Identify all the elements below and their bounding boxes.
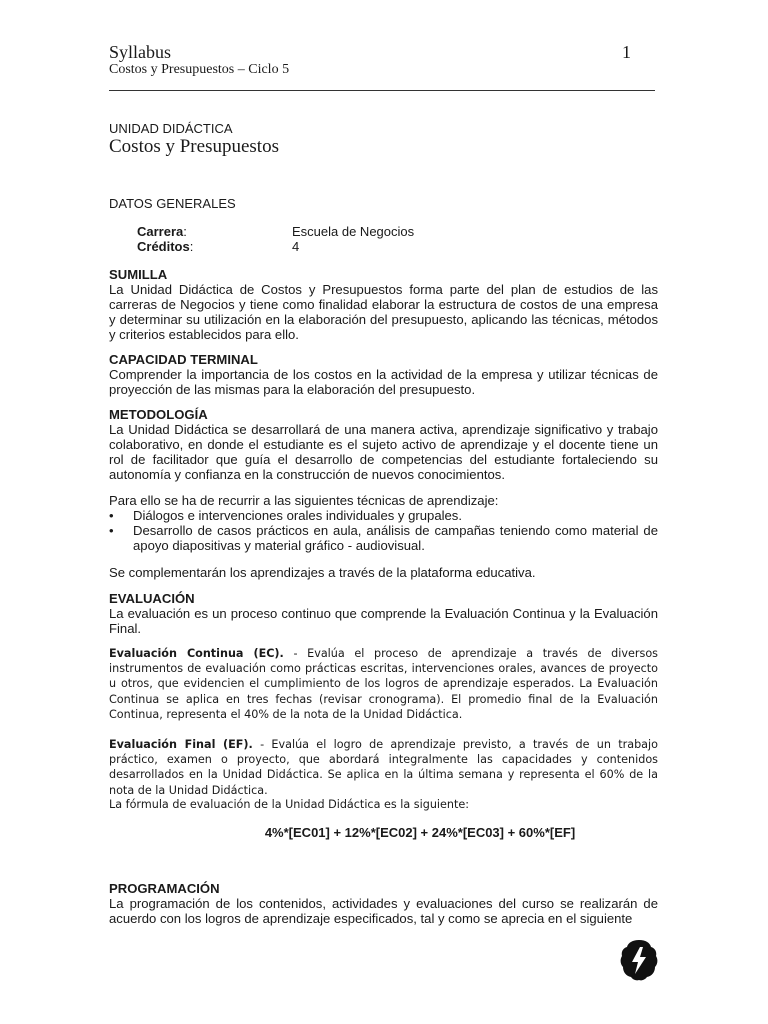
tecnicas-list	[109, 508, 658, 553]
evaluacion-final-label: Evaluación Final (EF).	[109, 738, 253, 751]
carrera-label: Carrera	[137, 224, 184, 239]
capacidad-heading: CAPACIDAD TERMINAL	[109, 352, 258, 367]
sumilla-section	[109, 267, 658, 342]
creditos-label: Créditos	[137, 239, 190, 254]
metodologia-section	[109, 407, 658, 482]
metodologia-complement: Se complementarán los aprendizajes a través de la plataforma educativa.	[109, 565, 536, 580]
programacion-section	[109, 881, 658, 926]
evaluation-formula	[0, 825, 768, 840]
list-item: • Diálogos e intervenciones orales individuales y grupales.	[109, 508, 462, 523]
creditos-value: 4	[292, 239, 300, 254]
evaluacion-heading: EVALUACIÓN	[109, 591, 195, 606]
list-item: • Desarrollo de casos prácticos en aula, análisis de campañas teniendo como material de apoyo diapositivas y material gráfico - audiovisual.	[109, 523, 658, 553]
unit-title: Costos y Presupuestos	[109, 136, 279, 157]
evaluacion-section	[109, 591, 658, 636]
evaluacion-continua-paragraph	[109, 646, 658, 722]
evaluacion-continua-label: Evaluación Continua (EC).	[109, 647, 284, 660]
header-title: Syllabus	[109, 42, 172, 62]
evaluacion-text: La evaluación es un proceso continuo que comprende la Evaluación Continua y la Evaluación Final.	[109, 606, 658, 636]
programacion-text: La programación de los contenidos, actividades y evaluaciones del curso se realizarán de acuerdo con los logros de aprendizaje especificados, tal y como se aprecia en el siguiente	[109, 896, 658, 926]
datos-generales-heading: DATOS GENERALES	[109, 196, 236, 211]
metodologia-intro: Para ello se ha de recurrir a las siguientes técnicas de aprendizaje:	[109, 493, 499, 508]
carrera-value: Escuela de Negocios	[292, 224, 415, 239]
page-number: 1	[622, 42, 631, 62]
evaluacion-final-paragraph	[109, 737, 658, 798]
formula-intro: La fórmula de evaluación de la Unidad Didáctica es la siguiente:	[109, 798, 470, 811]
metodologia-heading: METODOLOGÍA	[109, 407, 208, 422]
carrera-row: Carrera:	[137, 224, 187, 239]
header-subtitle: Costos y Presupuestos – Ciclo 5	[109, 62, 290, 77]
unit-label: UNIDAD DIDÁCTICA	[109, 121, 233, 136]
sumilla-text: La Unidad Didáctica de Costos y Presupuestos forma parte del plan de estudios de las carreras de Negocios y tiene como finalidad elaborar la estructura de costos de una empresa y determinar su utilización en la elaboración del presupuesto, aplicando las técnicas, métodos y criterios establecidos para ello.	[109, 282, 658, 342]
header-rule	[109, 90, 655, 91]
capacidad-section	[109, 352, 658, 397]
capacidad-text: Comprender la importancia de los costos en la actividad de la empresa y utilizar técnicas de proyección de las mismas para la elaboración del presupuesto.	[109, 367, 658, 397]
creditos-row: Créditos:	[137, 239, 194, 254]
evaluacion-final-text: - Evalúa el logro de aprendizaje previsto, a través de un trabajo práctico, examen o proyecto, que abordará integralmente las capacidades y contenidos desarrollados en la Unidad Didáctica. Se aplica en la última semana y representa el 60% de la nota de la Unidad Didáctica.	[109, 738, 658, 797]
brain-bolt-icon	[620, 938, 658, 982]
evaluacion-continua-text: - Evalúa el proceso de aprendizaje a través de diversos instrumentos de evaluación como prácticas escritas, intervenciones orales, avances de proyecto u otros, que evidencien el cumplimiento de los logros de aprendizaje esperados. La Evaluación Continua se aplica en tres fechas (revisar cronograma). El promedio final de la Evaluación Continua, representa el 40% de la nota de la Unidad Didáctica.	[109, 647, 658, 721]
formula-text: 4%*[EC01] + 12%*[EC02] + 24%*[EC03] + 60%*[EF]	[264, 825, 576, 840]
metodologia-text: La Unidad Didáctica se desarrollará de una manera activa, aprendizaje significativo y trabajo colaborativo, en donde el estudiante es el sujeto activo de aprendizaje y el docente tiene un rol de facilitador que guía el desarrollo de competencias del estudiante fortaleciendo su autonomía y confianza en la construcción de nuevos conocimientos.	[109, 422, 658, 482]
sumilla-heading: SUMILLA	[109, 267, 168, 282]
programacion-heading: PROGRAMACIÓN	[109, 881, 220, 896]
